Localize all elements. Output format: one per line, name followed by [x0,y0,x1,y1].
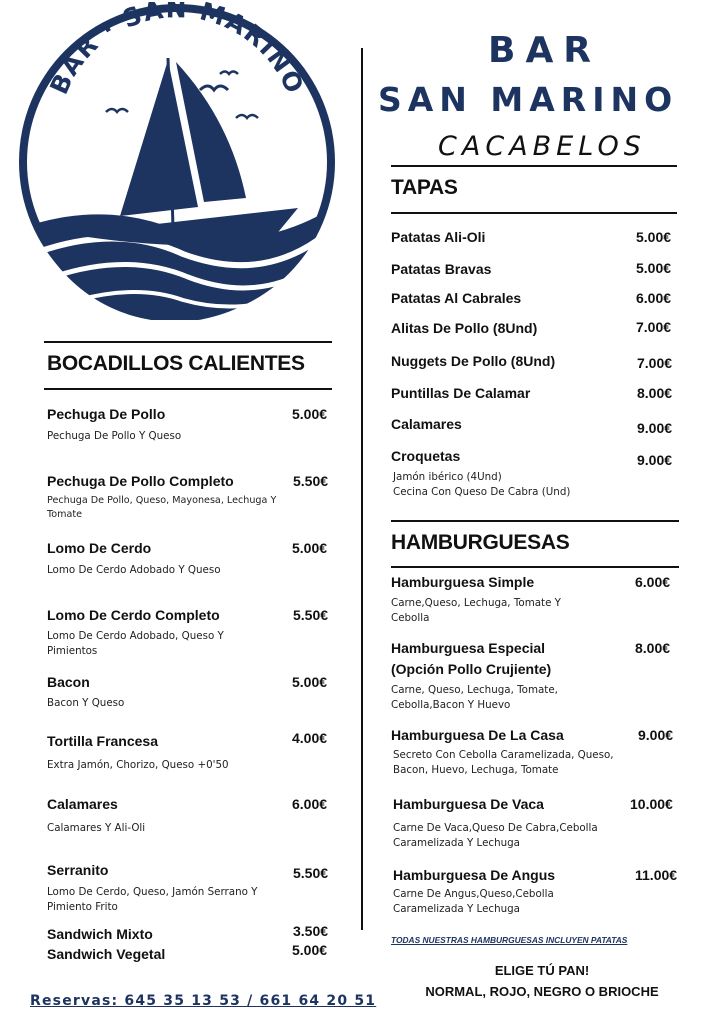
burger-item-desc: Carne,Queso, Lechuga, Tomate Y Cebolla [391,597,561,624]
burger-item-price: 10.00€ [630,796,673,812]
reservas-phone: Reservas: 645 35 13 53 / 661 64 20 51 [30,993,377,1009]
tapas-item-name: Croquetas [391,448,461,464]
bocadillo-item-price: 5.00€ [292,540,328,556]
tapas-item-price: 5.00€ [636,229,672,245]
tapas-item-price: 9.00€ [637,420,673,436]
tapas-item-price: 6.00€ [636,290,672,306]
tapas-item-price: 8.00€ [637,385,673,401]
burger-item-name: Hamburguesa Simple [391,574,535,590]
bocadillo-item-desc: Pechuga De Pollo, Queso, Mayonesa, Lechuga Y Tomate [47,495,277,520]
bocadillo-item-name: Lomo De Cerdo [47,540,152,556]
burger-item-name: Hamburguesa De Vaca [393,796,544,812]
column-divider [361,48,363,930]
bocadillo-item-price: 4.00€ [292,730,328,746]
bocadillo-item-name: Sandwich Mixto [47,926,153,942]
bocadillo-item-price: 5.50€ [293,607,329,623]
brand-line-1: BAR [488,30,602,71]
divider [44,388,332,390]
divider [391,212,677,214]
bocadillo-item-name: Lomo De Cerdo Completo [47,607,220,623]
burger-item-price: 11.00€ [635,867,678,883]
burger-item-price: 6.00€ [635,574,671,590]
bocadillo-item-desc: Bacon Y Queso [47,697,125,709]
patatas-note: TODAS NUESTRAS HAMBURGUESAS INCLUYEN PATATAS [391,935,628,945]
bocadillo-item-price: 3.50€ [293,923,329,939]
burger-item-name-2: (Opción Pollo Crujiente) [391,661,552,677]
bocadillo-item-name: Pechuga De Pollo [47,406,166,422]
bocadillo-item-name: Sandwich Vegetal [47,946,166,962]
pan-options: NORMAL, ROJO, NEGRO O BRIOCHE [425,984,659,999]
bocadillo-item-price: 5.00€ [292,406,328,422]
tapas-title: TAPAS [391,176,458,199]
divider [391,566,679,568]
bocadillo-item-name: Bacon [47,674,90,690]
burger-item-name: Hamburguesa De Angus [393,867,556,883]
bocadillos-title: BOCADILLOS CALIENTES [47,352,305,375]
bocadillo-item-desc: Extra Jamón, Chorizo, Queso +0'50 [47,759,229,771]
tapas-item-price: 5.00€ [636,260,672,276]
tapas-item-desc: Cecina Con Queso De Cabra (Und) [393,486,571,498]
tapas-item-desc: Jamón ibérico (4Und) [393,471,502,483]
bocadillo-item-desc: Lomo De Cerdo Adobado, Queso Y Pimientos [47,630,224,657]
tapas-item-name: Patatas Bravas [391,261,492,277]
burger-item-desc: Carne De Angus,Queso,Cebolla Caramelizada Y Lechuga [393,888,554,915]
tapas-item-name: Nuggets De Pollo (8Und) [391,353,556,369]
tapas-item-name: Alitas De Pollo (8Und) [391,320,538,336]
bocadillo-item-name: Calamares [47,796,118,812]
burger-item-desc: Secreto Con Cebolla Caramelizada, Queso, Bacon, Huevo, Lechuga, Tomate [393,749,614,776]
bocadillo-item-desc: Pechuga De Pollo Y Queso [47,430,182,442]
bocadillo-item-name: Pechuga De Pollo Completo [47,473,234,489]
divider [391,165,677,167]
bocadillo-item-desc: Lomo De Cerdo, Queso, Jamón Serrano Y Pimiento Frito [47,886,258,913]
logo-text: BAR · SAN MARINO [44,2,310,99]
pan-title: ELIGE TÚ PAN! [494,963,590,978]
tapas-item-name: Patatas Al Cabrales [391,290,522,306]
divider [391,520,679,522]
divider [44,341,332,343]
brand-location: CACABELOS [438,131,646,162]
bocadillo-item-price: 5.50€ [293,865,329,881]
hamburguesas-title: HAMBURGUESAS [391,531,570,554]
tapas-item-price: 7.00€ [636,319,672,335]
brand-line-2: SAN MARINO [378,80,679,119]
tapas-item-name: Puntillas De Calamar [391,385,531,401]
burger-item-desc: Carne, Queso, Lechuga, Tomate, Cebolla,Bacon Y Huevo [391,684,558,711]
burger-item-desc: Carne De Vaca,Queso De Cabra,Cebolla Caramelizada Y Lechuga [393,822,598,849]
bocadillo-item-desc: Calamares Y Ali-Oli [47,822,146,834]
tapas-item-price: 7.00€ [637,355,673,371]
bocadillo-item-price: 5.00€ [292,674,328,690]
bocadillo-item-price: 5.50€ [293,473,329,489]
bocadillo-item-name: Tortilla Francesa [47,733,159,749]
burger-item-name: Hamburguesa De La Casa [391,727,564,743]
tapas-item-name: Patatas Ali-Oli [391,229,486,245]
tapas-item-name: Calamares [391,416,462,432]
bar-logo [8,2,338,320]
burger-item-price: 8.00€ [635,640,671,656]
bocadillo-item-desc: Lomo De Cerdo Adobado Y Queso [47,564,221,576]
burger-item-name: Hamburguesa Especial [391,640,546,656]
tapas-item-price: 9.00€ [637,452,673,468]
burger-item-price: 9.00€ [638,727,674,743]
bocadillo-item-price: 6.00€ [292,796,328,812]
bocadillo-item-name: Serranito [47,862,109,878]
bocadillo-item-price: 5.00€ [292,942,328,958]
